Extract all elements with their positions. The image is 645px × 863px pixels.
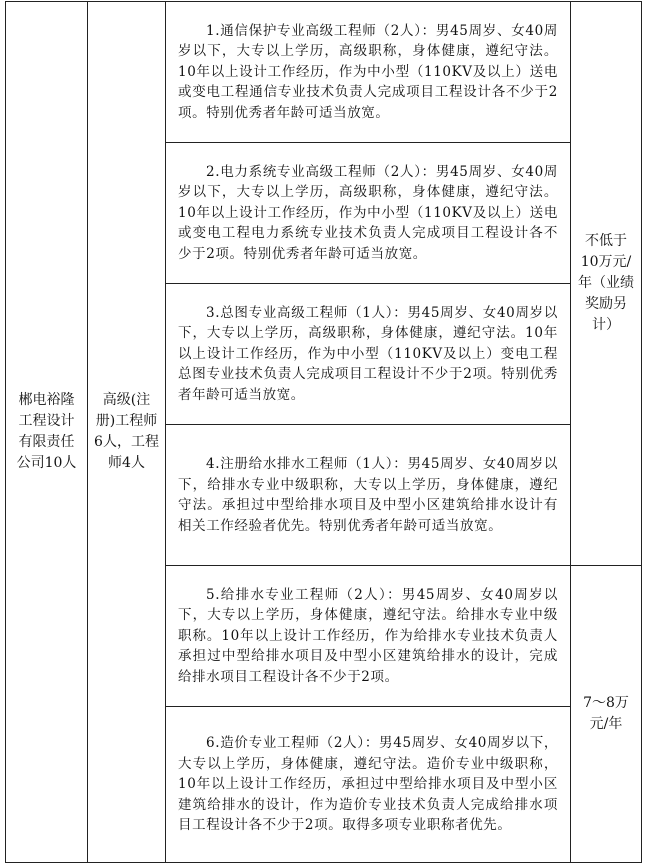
table-row: [6, 2, 642, 143]
position-text: 5.给排水专业工程师（2人）：男45周岁、女40周岁以下，大专以上学历，身体健康，遵纪守法。给排水专业中级职称。10年以上设计工作经历，作为给排水专业技术负责人承担过中型给排水项目及中型小区建筑给排水的设计，完成给排水项目工程设计各不少于2项。: [178, 586, 558, 685]
headcount-cell: [88, 2, 166, 863]
position-text: 6.造价专业工程师（2人）：男45周岁、女40周岁以下，大专以上学历，身体健康，遵纪守法。造价专业中级职称，10年以上设计工作经历，承担过中型给排水项目及中型小区建筑给排水的设计，作为造价专业技术负责人完成给排水项目工程设计各不少于2项。取得多项专业职称者优先。: [178, 735, 558, 834]
position-text: 2.电力系统专业高级工程师（2人）：男45周岁、女40周岁以下，大专以上学历，高级职称，身体健康，遵纪守法。10年以上设计工作经历，作为中小型（110KV及以上）送电或变电工程电力系统专业技术负责人完成项目工程设计各不少于2项。特别优秀者年龄可适当放宽。: [178, 163, 558, 262]
position-requirement: [166, 707, 571, 863]
position-requirement: [166, 566, 571, 707]
position-requirement: [166, 143, 571, 284]
headcount-text: 高级(注册)工程师6人，工程师4人: [94, 392, 159, 471]
position-requirement: [166, 425, 571, 566]
company-cell: [6, 2, 88, 863]
salary-cell-regular: [571, 566, 642, 863]
position-text: 4.注册给水排水工程师（1人）：男45周岁、女40周岁以下，给排水专业中级职称，大专以上学历，身体健康，遵纪守法。承担过中型给排水项目及中型小区建筑给排水设计有相关工作经验者优先。特别优秀者年龄可适当放宽。: [178, 456, 558, 534]
salary-cell-senior: [571, 2, 642, 566]
position-requirement: [166, 284, 571, 425]
position-requirement: [166, 2, 571, 143]
position-text: 1.通信保护专业高级工程师（2人）：男45周岁、女40周岁以下，大专以上学历，高级职称，身体健康，遵纪守法。10年以上设计工作经历，作为中小型（110KV及以上）送电或变电工程通信专业技术负责人完成项目工程设计各不少于2项。特别优秀者年龄可适当放宽。: [178, 22, 558, 121]
salary-text: 不低于10万元/年（业绩奖励另计）: [578, 233, 634, 333]
position-text: 3.总图专业高级工程师（1人）：男45周岁、女40周岁以下，大专以上学历，高级职称，身体健康，遵纪守法。10年以上设计工作经历，作为中小型（110KV及以上）变电工程总图专业技术负责人完成项目工程设计不少于2项。特别优秀者年龄可适当放宽。: [178, 304, 558, 403]
salary-text: 7～8万元/年: [583, 695, 629, 732]
recruitment-table: [5, 1, 642, 863]
company-name: 郴电裕隆工程设计有限责任公司10人: [16, 392, 77, 471]
